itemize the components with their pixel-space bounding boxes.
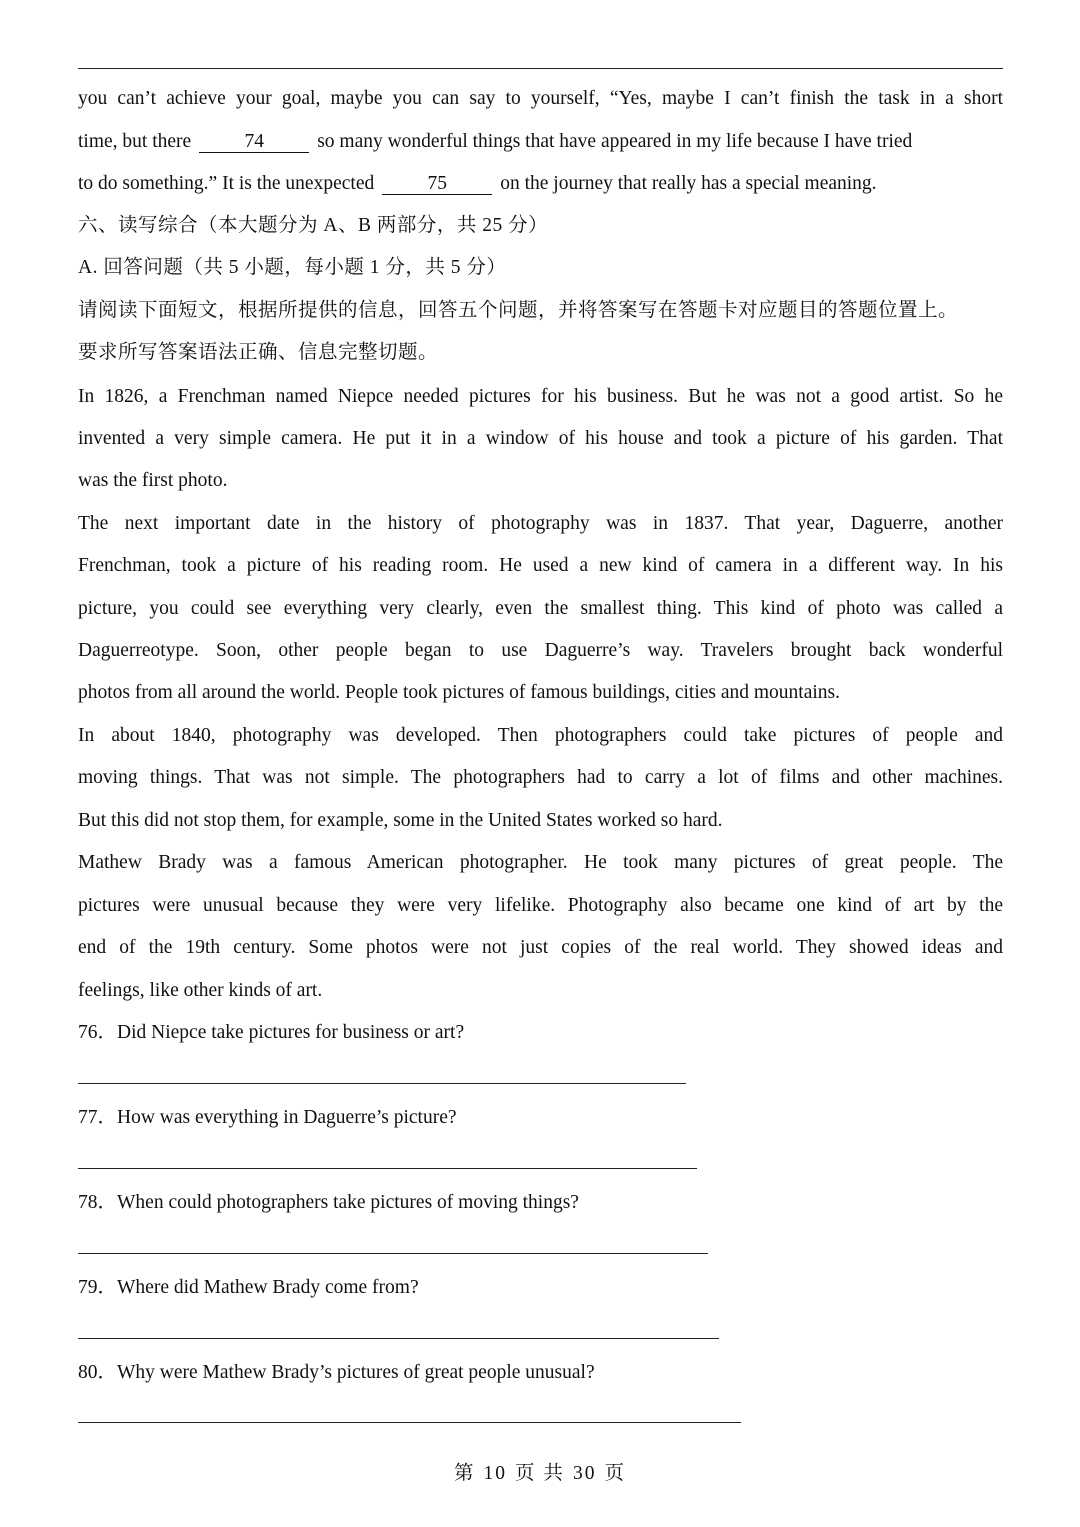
cloze-text: to do something.” It is the unexpected	[78, 173, 375, 194]
instruction-line-2: 要求所写答案语法正确、信息完整切题。	[78, 342, 439, 363]
blank-75[interactable]: 75	[382, 174, 492, 195]
part-a-heading: A. 回答问题（共 5 小题，每小题 1 分，共 5 分）	[78, 257, 507, 278]
passage-line: feelings, like other kinds of art.	[78, 980, 323, 1001]
cloze-line-1: you can’t achieve your goal, maybe you can say to yourself, “Yes, maybe I can’t finish the task in a short	[78, 88, 1003, 109]
passage-line: pictures were unusual because they were very lifelike. Photography also became one kind of art by the	[78, 895, 1003, 916]
passage-line: end of the 19th century. Some photos were not just copies of the real world. They showed ideas and	[78, 937, 1003, 958]
blank-74[interactable]: 74	[199, 132, 309, 153]
passage-line: moving things. That was not simple. The photographers had to carry a lot of films and other machines.	[78, 767, 1003, 788]
page-footer	[0, 1462, 1080, 1486]
passage-line: invented a very simple camera. He put it in a window of his house and took a picture of his garden. That	[78, 428, 1003, 449]
question-text: When could photographers take pictures of moving things?	[117, 1192, 579, 1213]
instruction-line-1: 请阅读下面短文，根据所提供的信息，回答五个问题，并将答案写在答题卡对应题目的答题位置上。	[78, 300, 959, 321]
footer-middle: 页 共	[515, 1463, 565, 1484]
passage-line: But this did not stop them, for example, some in the United States worked so hard.	[78, 810, 723, 831]
question-number: 77．	[78, 1107, 118, 1128]
question-number: 79．	[78, 1277, 118, 1298]
cloze-text: so many wonderful things that have appeared in my life because I have tried	[317, 131, 913, 152]
passage-line: Daguerreotype. Soon, other people began to use Daguerre’s way. Travelers brought back wonderful	[78, 640, 1003, 661]
footer-suffix: 页	[604, 1463, 626, 1484]
current-page: 10	[483, 1463, 508, 1484]
passage-line: Mathew Brady was a famous American photographer. He took many pictures of great people. The	[78, 852, 1003, 873]
answer-line-78[interactable]	[78, 1253, 708, 1254]
question-80	[78, 1361, 1003, 1385]
cloze-line-3	[78, 172, 1003, 196]
answer-line-80[interactable]	[78, 1422, 741, 1423]
question-77	[78, 1106, 1003, 1130]
passage-line: The next important date in the history of photography was in 1837. That year, Daguerre, another	[78, 513, 1003, 534]
answer-line-77[interactable]	[78, 1168, 697, 1169]
answer-line-76[interactable]	[78, 1083, 686, 1084]
passage-line: In about 1840, photography was developed. Then photographers could take pictures of people and	[78, 725, 1003, 746]
question-text: Why were Mathew Brady’s pictures of great people unusual?	[117, 1362, 595, 1383]
question-78	[78, 1191, 1003, 1215]
header-rule	[78, 68, 1003, 69]
question-text: Did Niepce take pictures for business or art?	[117, 1022, 465, 1043]
passage-line: Frenchman, took a picture of his reading room. He used a new kind of camera in a different way. In his	[78, 555, 1003, 576]
passage-line: was the first photo.	[78, 470, 228, 491]
cloze-text: on the journey that really has a special meaning.	[500, 173, 877, 194]
cloze-line-2	[78, 130, 1003, 154]
question-text: Where did Mathew Brady come from?	[117, 1277, 419, 1298]
cloze-text: time, but there	[78, 131, 192, 152]
passage-line: photos from all around the world. People took pictures of famous buildings, cities and mountains.	[78, 682, 841, 703]
passage-line: In 1826, a Frenchman named Niepce needed pictures for his business. But he was not a good artist. So he	[78, 386, 1003, 407]
question-76	[78, 1021, 1003, 1045]
question-text: How was everything in Daguerre’s picture?	[117, 1107, 457, 1128]
question-number: 80．	[78, 1362, 118, 1383]
answer-line-79[interactable]	[78, 1338, 719, 1339]
passage-line: picture, you could see everything very clearly, even the smallest thing. This kind of photo was called a	[78, 598, 1003, 619]
question-number: 78．	[78, 1192, 118, 1213]
question-79	[78, 1276, 1003, 1300]
question-number: 76．	[78, 1022, 118, 1043]
section-heading: 六、读写综合（本大题分为 A、B 两部分，共 25 分）	[78, 215, 549, 236]
footer-prefix: 第	[454, 1463, 476, 1484]
total-pages: 30	[572, 1463, 597, 1484]
